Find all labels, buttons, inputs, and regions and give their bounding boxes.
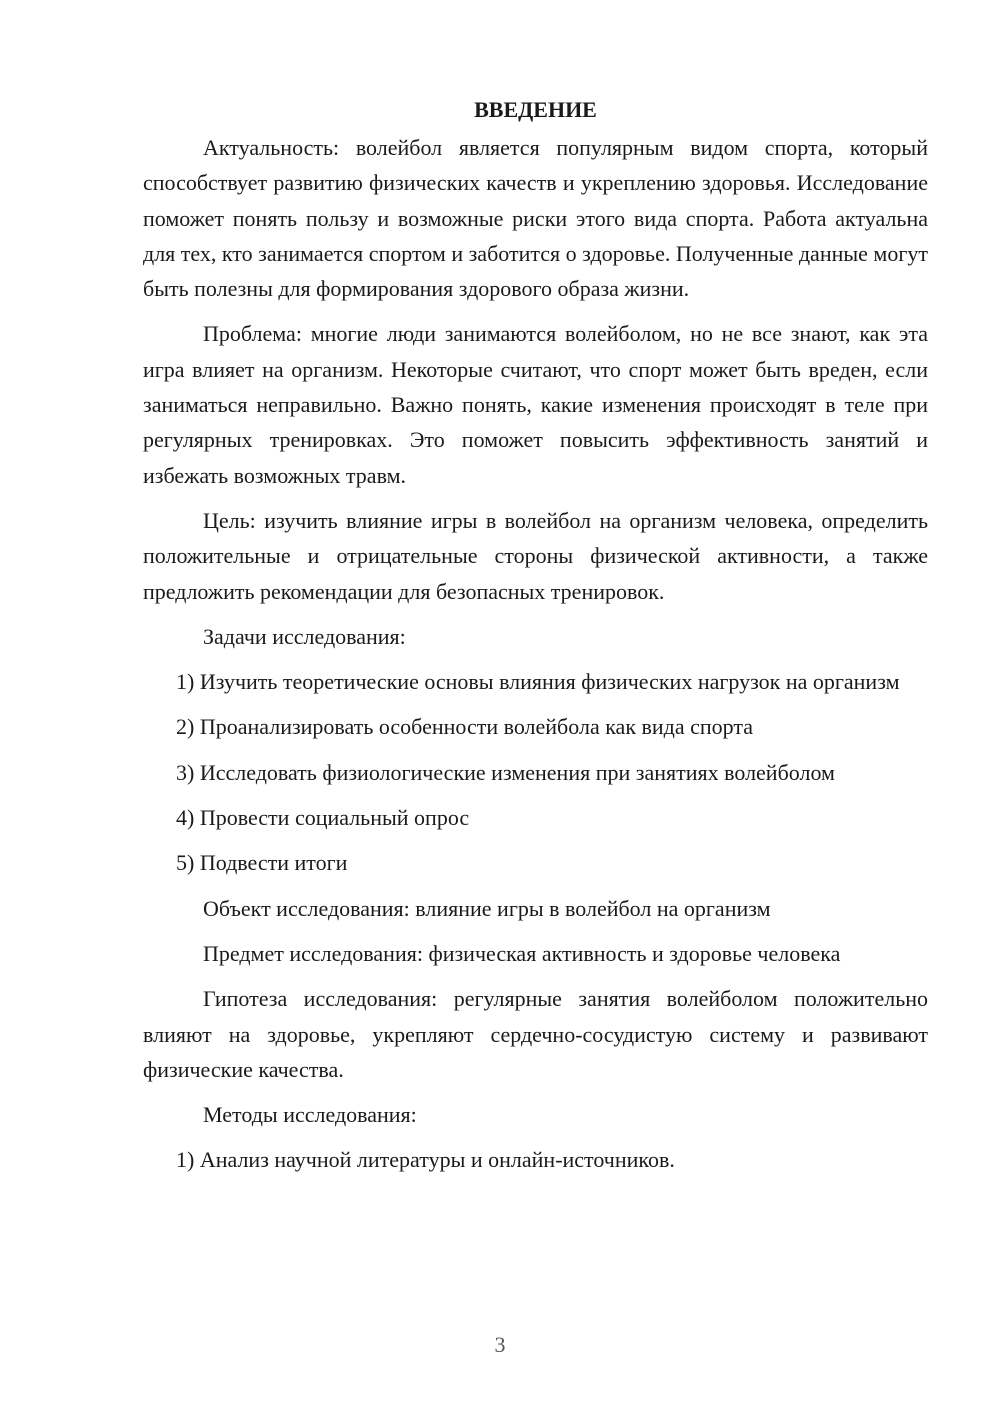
subject-paragraph: Предмет исследования: физическая активность и здоровье человека bbox=[203, 940, 841, 966]
method-item: 1) Анализ научной литературы и онлайн-источников. bbox=[176, 1147, 675, 1173]
tasks-heading: Задачи исследования: bbox=[203, 623, 406, 649]
hypothesis-paragraph: Гипотеза исследования: регулярные занятия волейболом положительно влияют на здоровье, укрепляют сердечно-сосудистую систему и развивают физические качества. bbox=[143, 986, 928, 1082]
page-title: ВВЕДЕНИЕ bbox=[474, 97, 597, 122]
page-number: 3 bbox=[494, 1332, 506, 1357]
task-item: 1) Изучить теоретические основы влияния физических нагрузок на организм bbox=[176, 669, 900, 695]
task-item: 4) Провести социальный опрос bbox=[176, 805, 470, 831]
task-item: 2) Проанализировать особенности волейбола как вида спорта bbox=[176, 714, 754, 740]
problem-paragraph: Проблема: многие люди занимаются волейболом, но не все знают, как эта игра влияет на организм. Некоторые считают, что спорт может быть вреден, если заниматься неправильно. Важно понять, какие изменения происходят в теле при регулярных тренировках. Это поможет повысить эффективность занятий и избежать возможных травм. bbox=[143, 321, 928, 488]
document-page bbox=[143, 92, 928, 1188]
goal-paragraph: Цель: изучить влияние игры в волейбол на организм человека, определить положительные и отрицательные стороны физической активности, а также предложить рекомендации для безопасных тренировок. bbox=[143, 507, 928, 604]
task-item: 3) Исследовать физиологические изменения при занятиях волейболом bbox=[176, 759, 835, 785]
task-item: 5) Подвести итоги bbox=[176, 850, 348, 876]
object-paragraph: Объект исследования: влияние игры в волейбол на организм bbox=[203, 895, 771, 921]
methods-heading: Методы исследования: bbox=[203, 1102, 417, 1128]
relevance-paragraph: Актуальность: волейбол является популярным видом спорта, который способствует развитию физических качеств и укреплению здоровья. Исследование поможет понять пользу и возможные риски этого вида спорта. Работа актуальна для тех, кто занимается спортом и заботится о здоровье. Полученные данные могут быть полезны для формирования здорового образа жизни. bbox=[143, 135, 928, 302]
